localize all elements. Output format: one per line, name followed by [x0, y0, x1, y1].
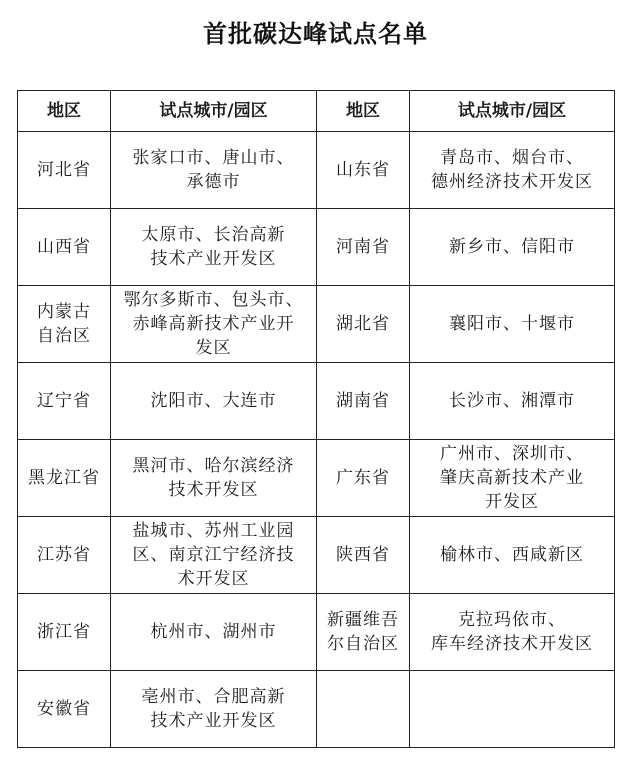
table-row: [18, 132, 615, 209]
cell-text-line: 江苏省: [37, 545, 91, 565]
table-row: [18, 517, 615, 594]
cities-right-cell: [410, 132, 615, 209]
cities-left-cell: [111, 132, 317, 209]
cell-text-line: 技术开发区: [168, 480, 259, 500]
cell-text-line: 杭州市、湖州市: [150, 622, 277, 642]
table-row: [18, 363, 615, 440]
cell-text-line: 襄阳市、十堰市: [449, 314, 575, 334]
cities-right-cell: [410, 209, 615, 286]
cell-text-line: 盐城市、苏州工业园: [132, 521, 295, 541]
cell-text-line: 安徽省: [37, 699, 91, 719]
cities-right-cell: [410, 286, 615, 363]
cell-text-line: 广州市、深圳市、: [440, 444, 584, 464]
cell-text-line: 德州经济技术开发区: [431, 172, 593, 192]
cell-text-line: 湖北省: [336, 314, 390, 334]
cities-right-cell: [410, 594, 615, 671]
region-right-cell: [317, 440, 410, 517]
table-row: [18, 671, 615, 748]
cell-text-line: 长沙市、湘潭市: [449, 391, 575, 411]
cell-text-line: 内蒙古: [37, 302, 91, 322]
cities-right-cell: [410, 671, 615, 748]
cell-text-line: 黑龙江省: [28, 468, 100, 488]
cell-text-line: 太原市、长治高新: [141, 225, 286, 245]
page-title: 首批碳达峰试点名单: [203, 20, 428, 48]
cell-text-line: 山西省: [37, 237, 91, 257]
region-left-cell: [18, 440, 111, 517]
cell-text-line: 新乡市、信阳市: [449, 237, 575, 257]
region-left-cell: [18, 363, 111, 440]
region-right-cell: [317, 286, 410, 363]
cities-right-cell: [410, 517, 615, 594]
table-row: [18, 440, 615, 517]
cell-text-line: 技术产业开发区: [150, 249, 277, 269]
header-cities-left: 试点城市/园区: [111, 91, 317, 132]
cell-text-line: 张家口市、唐山市、: [132, 148, 295, 168]
cell-text-line: 术开发区: [177, 569, 250, 589]
cities-left-cell: [111, 440, 317, 517]
header-cities-right: 试点城市/园区: [410, 91, 615, 132]
region-right-cell: [317, 209, 410, 286]
region-right-cell: [317, 594, 410, 671]
cell-text-line: 沈阳市、大连市: [150, 391, 277, 411]
cell-text-line: 陕西省: [336, 545, 390, 565]
cities-right-cell: [410, 440, 615, 517]
cities-left-cell: [111, 209, 317, 286]
cities-left-cell: [111, 517, 317, 594]
cell-text-line: 赤峰高新技术产业开: [132, 314, 295, 334]
cell-text-line: 鄂尔多斯市、包头市、: [123, 290, 304, 310]
cell-text-line: 尔自治区: [327, 634, 399, 654]
cell-text-line: 开发区: [485, 492, 539, 512]
header-region-right: 地区: [317, 91, 410, 132]
cell-text-line: 山东省: [336, 160, 390, 180]
table-header-row: [18, 91, 615, 132]
cell-text-line: 榆林市、西咸新区: [440, 545, 584, 565]
cell-text-line: 黑河市、哈尔滨经济: [132, 456, 295, 476]
region-right-cell: [317, 671, 410, 748]
cell-text-line: 区、南京江宁经济技: [132, 545, 295, 565]
cities-left-cell: [111, 594, 317, 671]
table-row: [18, 209, 615, 286]
region-left-cell: [18, 594, 111, 671]
cities-left-cell: [111, 363, 317, 440]
cities-left-cell: [111, 671, 317, 748]
cell-text-line: 新疆维吾: [327, 610, 399, 630]
region-left-cell: [18, 209, 111, 286]
table-row: [18, 594, 615, 671]
cell-text-line: 亳州市、合肥高新: [141, 687, 286, 707]
header-region-left: 地区: [18, 91, 111, 132]
cell-text-line: 湖南省: [336, 391, 390, 411]
cities-left-cell: [111, 286, 317, 363]
region-right-cell: [317, 517, 410, 594]
cell-text-line: 肇庆高新技术产业: [440, 468, 584, 488]
region-left-cell: [18, 286, 111, 363]
region-left-cell: [18, 132, 111, 209]
cell-text-line: 发区: [195, 338, 232, 358]
cell-text-line: 承德市: [186, 172, 241, 192]
region-right-cell: [317, 132, 410, 209]
cell-text-line: 克拉玛依市、: [458, 610, 566, 630]
pilot-list-table: [17, 90, 615, 748]
cell-text-line: 库车经济技术开发区: [431, 634, 593, 654]
table-body: [18, 132, 615, 748]
cell-text-line: 广东省: [336, 468, 390, 488]
cell-text-line: 技术产业开发区: [150, 711, 277, 731]
cell-text-line: 浙江省: [37, 622, 91, 642]
region-left-cell: [18, 517, 111, 594]
cell-text-line: 河南省: [336, 237, 390, 257]
region-right-cell: [317, 363, 410, 440]
cell-text-line: 青岛市、烟台市、: [440, 148, 584, 168]
table-row: [18, 286, 615, 363]
cell-text-line: 自治区: [37, 326, 91, 346]
region-left-cell: [18, 671, 111, 748]
cell-text-line: 河北省: [37, 160, 91, 180]
cell-text-line: 辽宁省: [37, 391, 91, 411]
cities-right-cell: [410, 363, 615, 440]
